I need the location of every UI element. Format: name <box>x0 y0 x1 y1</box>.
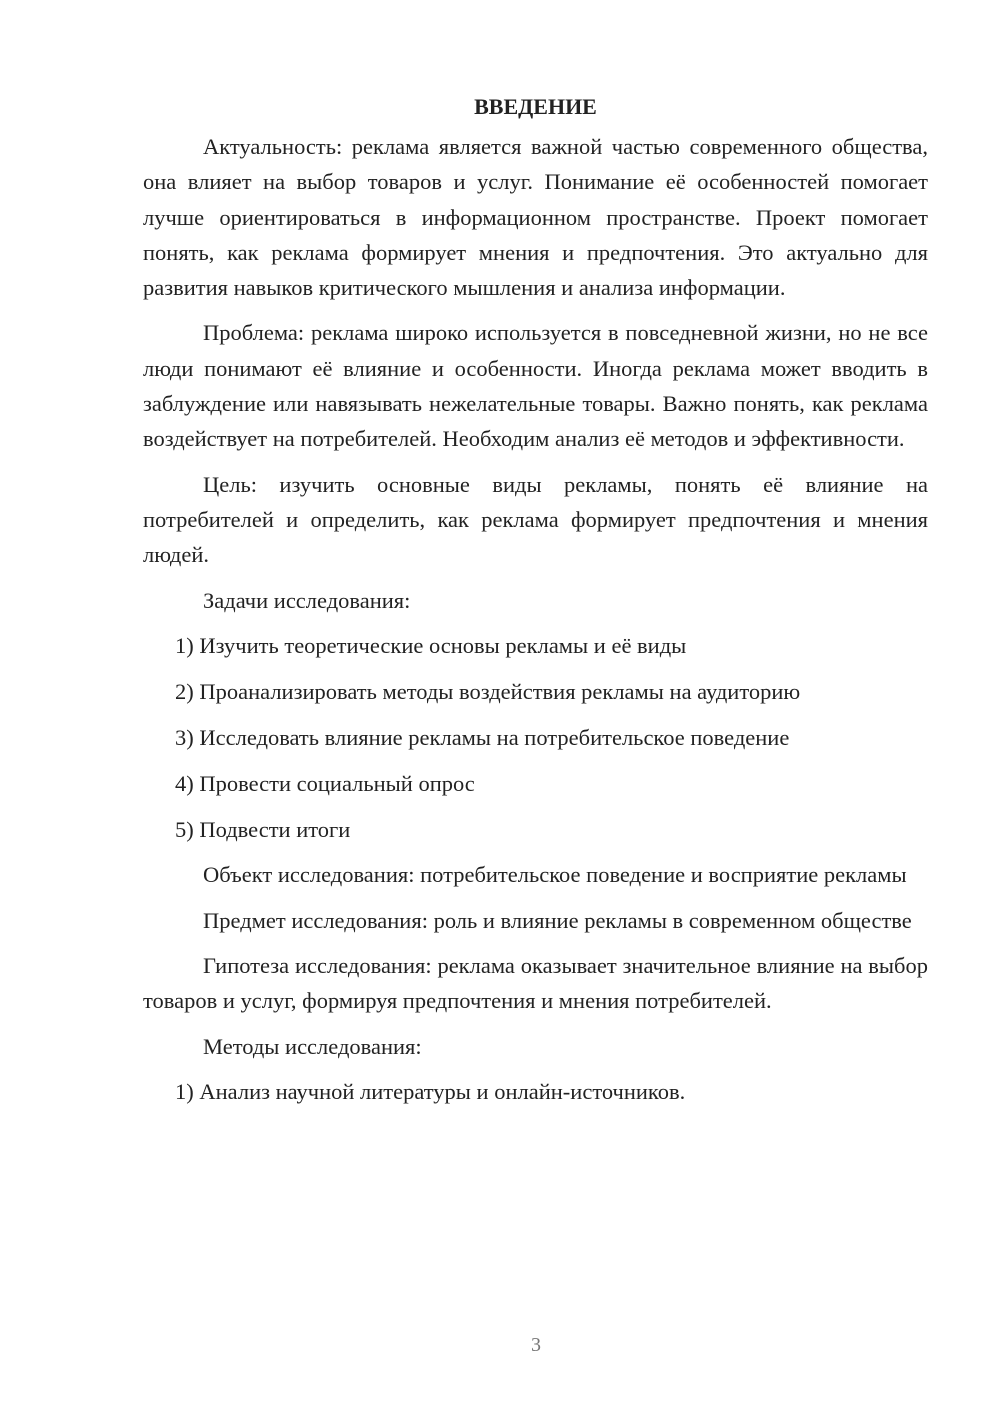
tasks-heading: Задачи исследования: <box>203 587 411 613</box>
goal-paragraph: Цель: изучить основные виды рекламы, понять её влияние на потребителей и определить, как реклама формирует предпочтения и мнения людей. <box>143 471 928 568</box>
task-item: 1) Изучить теоретические основы рекламы и её виды <box>175 633 687 659</box>
document-page <box>143 92 928 1120</box>
hypothesis-paragraph: Гипотеза исследования: реклама оказывает значительное влияние на выбор товаров и услуг, формируя предпочтения и мнения потребителей. <box>143 952 928 1014</box>
subject-paragraph: Предмет исследования: роль и влияние рекламы в современном обществе <box>203 907 912 933</box>
methods-heading: Методы исследования: <box>203 1033 422 1059</box>
problem-paragraph: Проблема: реклама широко используется в повседневной жизни, но не все люди понимают её влияние и особенности. Иногда реклама может вводить в заблуждение или навязывать нежелательные товары. Важно понять, как реклама воздействует на потребителей. Необходим анализ её методов и эффективности. <box>143 320 928 452</box>
relevance-paragraph: Актуальность: реклама является важной частью современного общества, она влияет на выбор товаров и услуг. Понимание её особенностей помогает лучше ориентироваться в информационном пространстве. Проект помогает понять, как реклама формирует мнения и предпочтения. Это актуально для развития навыков критического мышления и анализа информации. <box>143 134 928 301</box>
task-item: 4) Провести социальный опрос <box>175 770 475 796</box>
task-item: 3) Исследовать влияние рекламы на потребительское поведение <box>175 724 790 750</box>
section-title: ВВЕДЕНИЕ <box>474 94 597 119</box>
task-item: 5) Подвести итоги <box>175 816 351 842</box>
object-paragraph: Объект исследования: потребительское поведение и восприятие рекламы <box>203 862 907 888</box>
page-number: 3 <box>531 1334 541 1356</box>
task-item: 2) Проанализировать методы воздействия рекламы на аудиторию <box>175 679 801 705</box>
method-item: 1) Анализ научной литературы и онлайн-источников. <box>175 1079 686 1105</box>
